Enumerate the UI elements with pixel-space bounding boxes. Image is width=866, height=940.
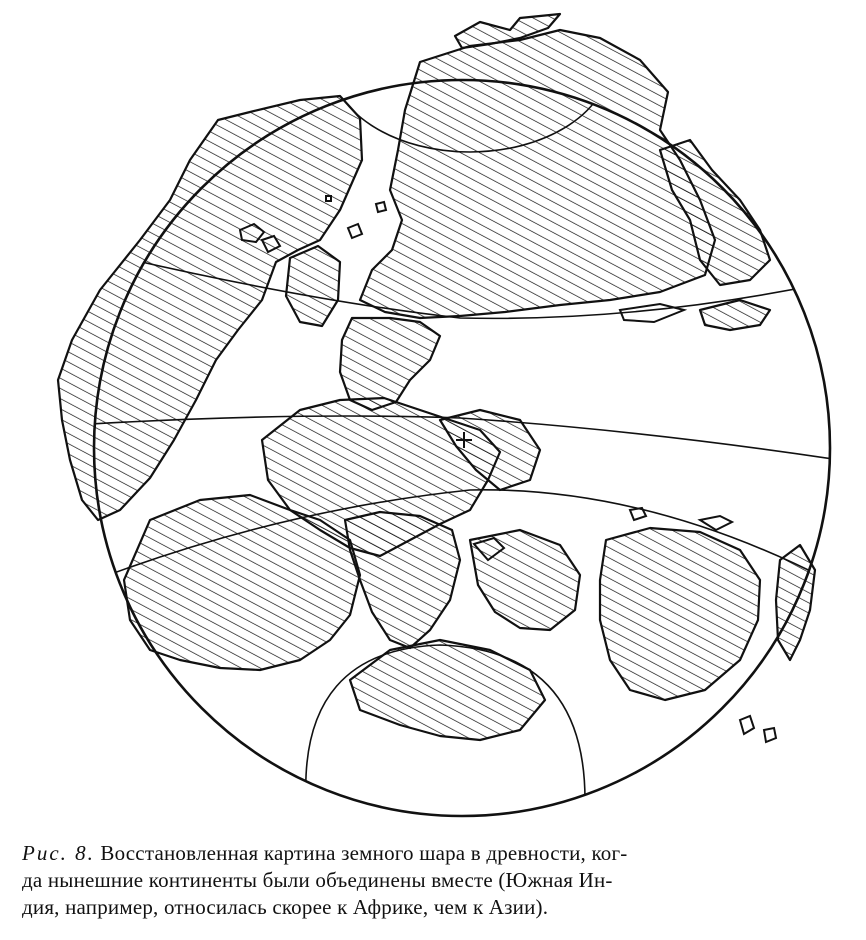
figure-caption	[22, 840, 844, 921]
europe-landmass	[340, 318, 440, 410]
continents	[58, 14, 815, 740]
antarctica-landmass	[350, 640, 545, 740]
caption-line-1: Рис. 8. Восстановленная картина земного шара в древности, ког-	[22, 841, 628, 865]
india-landmass	[470, 530, 580, 630]
figure-label: Рис. 8.	[22, 841, 95, 865]
caption-line-3: дия, например, относилась скорее к Африке, чем к Азии).	[22, 895, 549, 919]
australia-landmass	[600, 528, 760, 700]
japan-islands	[700, 300, 770, 330]
south-africa-landmass	[345, 512, 460, 648]
greenland-landmass	[286, 246, 340, 326]
caption-line-2: да нынешние континенты были объединены вместе (Южная Ин-	[22, 868, 613, 892]
eurasia-landmass	[360, 30, 715, 318]
